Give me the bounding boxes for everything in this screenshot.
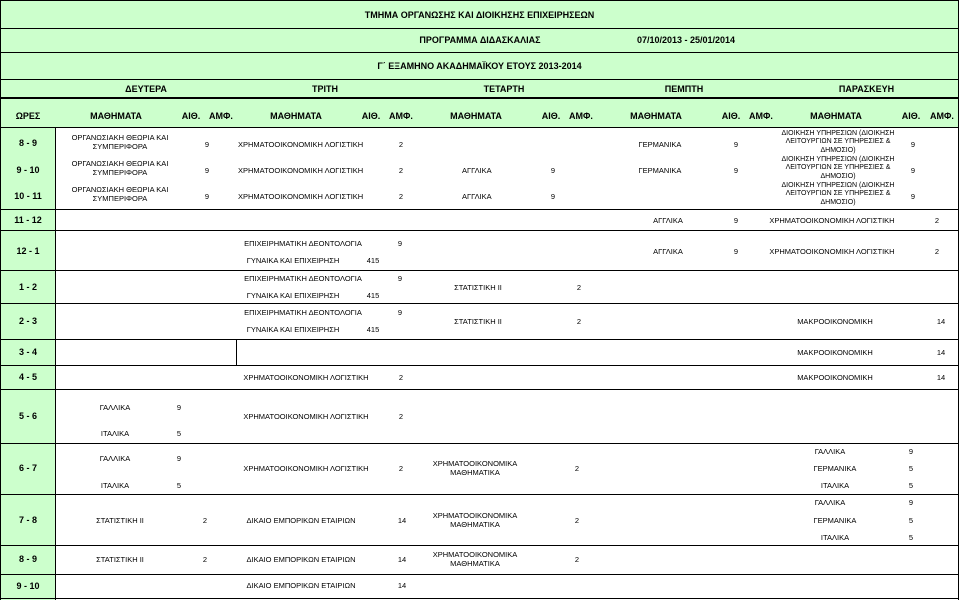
entry-mon-stat-2: ΣΤΑΤΙΣΤΙΚΗ ΙΙ [96, 554, 144, 564]
entry-fri-dioik-3: ΔΙΟΙΚΗΣΗ ΥΠΗΡΕΣΙΩΝ (ΔΙΟΙΚΗΣΗ ΛΕΙΤΟΥΡΓΙΩΝ ΣΕ ΥΠΗΡΕΣΙΕΣ & ΔΗΜΟΣΙΟ) [781, 181, 895, 206]
entry-tue-law-2: ΔΙΚΑΙΟ ΕΜΠΟΡΙΚΩΝ ΕΤΑΙΡΙΩΝ [246, 554, 356, 564]
room: 2 [574, 554, 580, 564]
entry-mon-org-1: ΟΡΓΑΝΩΣΙΑΚΗ ΘΕΩΡΙΑ ΚΑΙ ΣΥΜΠΕΡΙΦΟΡΑ [71, 133, 169, 151]
room: 14 [936, 347, 946, 357]
room: 9 [550, 165, 556, 175]
room: 2 [398, 463, 404, 473]
entry-wed-finmath-2: ΧΡΗΜΑΤΟΟΙΚΟΝΟΜΙΚΑ ΜΑΘΗΜΑΤΙΚΑ [432, 511, 518, 529]
col-room-wed: ΑΙΘ. [541, 110, 561, 121]
col-room-mon: ΑΙΘ. [181, 110, 201, 121]
time-12-1: 12 - 1 [16, 245, 40, 256]
day-friday: ΠΑΡΑΣΚΕΥΗ [838, 83, 895, 94]
time-3-4: 3 - 4 [18, 346, 37, 357]
room: 9 [733, 165, 739, 175]
room: 2 [398, 372, 404, 382]
entry-mon-fra-1: ΓΑΛΛΙΚΑ [99, 402, 131, 412]
program-dates: 07/10/2013 - 25/01/2014 [636, 34, 736, 45]
col-course-tue: ΜΑΘΗΜΑΤΑ [270, 110, 322, 121]
day-tuesday: ΤΡΙΤΗ [312, 83, 338, 94]
entry-fri-fin-1: ΧΡΗΜΑΤΟΟΙΚΟΝΟΜΙΚΗ ΛΟΓΙΣΤΙΚΗ [769, 215, 895, 225]
room: 2 [574, 515, 580, 525]
room: 9 [176, 453, 182, 463]
col-amph-mon: ΑΜΦ. [209, 110, 233, 121]
time-1-2: 1 - 2 [18, 281, 37, 292]
time-5-6: 5 - 6 [18, 410, 37, 421]
room: 2 [576, 282, 582, 292]
room: 2 [576, 316, 582, 326]
room: 9 [910, 191, 916, 201]
col-course-mon: ΜΑΘΗΜΑΤΑ [90, 110, 142, 121]
entry-tue-gyn-1: ΓΥΝΑΙΚΑ ΚΑΙ ΕΠΙΧΕΙΡΗΣΗ [246, 255, 340, 265]
room: 9 [908, 446, 914, 456]
time-2-3: 2 - 3 [18, 315, 37, 326]
entry-tue-fin-4: ΧΡΗΜΑΤΟΟΙΚΟΝΟΜΙΚΗ ΛΟΓΙΣΤΙΚΗ [243, 372, 369, 382]
entry-wed-finmath-1: ΧΡΗΜΑΤΟΟΙΚΟΝΟΜΙΚΑ ΜΑΘΗΜΑΤΙΚΑ [432, 459, 518, 477]
entry-fri-macro-3: ΜΑΚΡΟΟΙΚΟΝΟΜΙΚΗ [797, 372, 873, 382]
col-amph-fri: ΑΜΦ. [930, 110, 954, 121]
entry-fri-ger-1: ΓΕΡΜΑΝΙΚΑ [813, 463, 857, 473]
room: 5 [908, 515, 914, 525]
room: 9 [550, 191, 556, 201]
semester-title: Γ΄ ΕΞΑΜΗΝΟ ΑΚΑΔΗΜΑΪΚΟΥ ΕΤΟΥΣ 2013-2014 [377, 60, 582, 71]
col-hours: ΩΡΕΣ [15, 110, 41, 121]
entry-mon-ita-2: ΙΤΑΛΙΚΑ [100, 480, 130, 490]
entry-fri-ita-2: ΙΤΑΛΙΚΑ [820, 532, 850, 542]
entry-tue-gyn-2: ΓΥΝΑΙΚΑ ΚΑΙ ΕΠΙΧΕΙΡΗΣΗ [246, 290, 340, 300]
room: 14 [936, 316, 946, 326]
col-amph-thu: ΑΜΦ. [749, 110, 773, 121]
time-6-7: 6 - 7 [18, 462, 37, 473]
day-wednesday: ΤΕΤΑΡΤΗ [483, 83, 525, 94]
room: 9 [176, 402, 182, 412]
room: 5 [908, 532, 914, 542]
time-8-9-evening: 8 - 9 [18, 553, 37, 564]
entry-fri-macro-2: ΜΑΚΡΟΟΙΚΟΝΟΜΙΚΗ [797, 347, 873, 357]
entry-tue-law-3: ΔΙΚΑΙΟ ΕΜΠΟΡΙΚΩΝ ΕΤΑΙΡΙΩΝ [246, 580, 356, 590]
room: 415 [366, 324, 380, 334]
room: 2 [398, 139, 404, 149]
room: 9 [910, 139, 916, 149]
entry-fri-dioik-1: ΔΙΟΙΚΗΣΗ ΥΠΗΡΕΣΙΩΝ (ΔΙΟΙΚΗΣΗ ΛΕΙΤΟΥΡΓΙΩΝ ΣΕ ΥΠΗΡΕΣΙΕΣ & ΔΗΜΟΣΙΟ) [781, 129, 895, 154]
entry-fri-ger-2: ΓΕΡΜΑΝΙΚΑ [813, 515, 857, 525]
entry-tue-deont-3: ΕΠΙΧΕΙΡΗΜΑΤΙΚΗ ΔΕΟΝΤΟΛΟΓΙΑ [244, 307, 362, 317]
room: 9 [733, 246, 739, 256]
entry-tue-gyn-3: ΓΥΝΑΙΚΑ ΚΑΙ ΕΠΙΧΕΙΡΗΣΗ [246, 324, 340, 334]
room: 2 [398, 411, 404, 421]
room: 2 [398, 165, 404, 175]
room: 415 [366, 290, 380, 300]
entry-wed-eng-1: ΑΓΓΛΙΚΑ [462, 165, 492, 175]
entry-tue-fin-6: ΧΡΗΜΑΤΟΟΙΚΟΝΟΜΙΚΗ ΛΟΓΙΣΤΙΚΗ [243, 463, 369, 473]
room: 5 [908, 463, 914, 473]
col-amph-tue: ΑΜΦ. [389, 110, 413, 121]
entry-mon-ita-1: ΙΤΑΛΙΚΑ [100, 428, 130, 438]
room: 14 [397, 554, 407, 564]
time-8-9: 8 - 9 [18, 137, 37, 148]
entry-fri-macro-1: ΜΑΚΡΟΟΙΚΟΝΟΜΙΚΗ [797, 316, 873, 326]
room: 9 [733, 215, 739, 225]
entry-fri-fra-2: ΓΑΛΛΙΚΑ [814, 497, 846, 507]
room: 2 [202, 515, 208, 525]
entry-fri-ita-1: ΙΤΑΛΙΚΑ [820, 480, 850, 490]
col-amph-wed: ΑΜΦ. [569, 110, 593, 121]
entry-fri-fin-2: ΧΡΗΜΑΤΟΟΙΚΟΝΟΜΙΚΗ ΛΟΓΙΣΤΙΚΗ [769, 246, 895, 256]
entry-tue-fin-2: ΧΡΗΜΑΤΟΟΙΚΟΝΟΜΙΚΗ ΛΟΓΙΣΤΙΚΗ [238, 165, 364, 175]
room: 14 [397, 580, 407, 590]
col-room-thu: ΑΙΘ. [721, 110, 741, 121]
day-monday: ΔΕΥΤΕΡΑ [125, 83, 167, 94]
room: 9 [204, 165, 210, 175]
room: 5 [908, 480, 914, 490]
entry-mon-fra-2: ΓΑΛΛΙΚΑ [99, 453, 131, 463]
room: 9 [397, 273, 403, 283]
room: 9 [397, 307, 403, 317]
time-9-10-evening: 9 - 10 [16, 580, 40, 591]
room: 14 [936, 372, 946, 382]
entry-thu-eng-2: ΑΓΓΛΙΚΑ [653, 246, 683, 256]
col-room-tue: ΑΙΘ. [361, 110, 381, 121]
room: 9 [397, 238, 403, 248]
col-room-fri: ΑΙΘ. [901, 110, 921, 121]
room: 5 [176, 480, 182, 490]
room: 2 [574, 463, 580, 473]
entry-wed-eng-2: ΑΓΓΛΙΚΑ [462, 191, 492, 201]
room: 9 [910, 165, 916, 175]
room: 2 [202, 554, 208, 564]
entry-mon-stat-1: ΣΤΑΤΙΣΤΙΚΗ ΙΙ [96, 515, 144, 525]
room: 9 [733, 139, 739, 149]
entry-wed-finmath-3: ΧΡΗΜΑΤΟΟΙΚΟΝΟΜΙΚΑ ΜΑΘΗΜΑΤΙΚΑ [432, 550, 518, 568]
room: 14 [397, 515, 407, 525]
department-title: ΤΜΗΜΑ ΟΡΓΑΝΩΣΗΣ ΚΑΙ ΔΙΟΙΚΗΣΗΣ ΕΠΙΧΕΙΡΗΣΕΩΝ [364, 9, 595, 20]
room: 2 [934, 215, 940, 225]
entry-tue-deont-1: ΕΠΙΧΕΙΡΗΜΑΤΙΚΗ ΔΕΟΝΤΟΛΟΓΙΑ [244, 238, 362, 248]
entry-thu-ger-2: ΓΕΡΜΑΝΙΚΑ [638, 165, 682, 175]
room: 415 [366, 255, 380, 265]
entry-mon-org-2: ΟΡΓΑΝΩΣΙΑΚΗ ΘΕΩΡΙΑ ΚΑΙ ΣΥΜΠΕΡΙΦΟΡΑ [71, 159, 169, 177]
col-course-wed: ΜΑΘΗΜΑΤΑ [450, 110, 502, 121]
entry-thu-ger-1: ΓΕΡΜΑΝΙΚΑ [638, 139, 682, 149]
entry-tue-fin-1: ΧΡΗΜΑΤΟΟΙΚΟΝΟΜΙΚΗ ΛΟΓΙΣΤΙΚΗ [238, 139, 364, 149]
entry-tue-deont-2: ΕΠΙΧΕΙΡΗΜΑΤΙΚΗ ΔΕΟΝΤΟΛΟΓΙΑ [244, 273, 362, 283]
day-thursday: ΠΕΜΠΤΗ [664, 83, 704, 94]
time-4-5: 4 - 5 [18, 371, 37, 382]
room: 2 [934, 246, 940, 256]
col-course-thu: ΜΑΘΗΜΑΤΑ [630, 110, 682, 121]
entry-wed-stat-1: ΣΤΑΤΙΣΤΙΚΗ ΙΙ [454, 282, 502, 292]
entry-tue-law-1: ΔΙΚΑΙΟ ΕΜΠΟΡΙΚΩΝ ΕΤΑΙΡΙΩΝ [246, 515, 356, 525]
entry-mon-org-3: ΟΡΓΑΝΩΣΙΑΚΗ ΘΕΩΡΙΑ ΚΑΙ ΣΥΜΠΕΡΙΦΟΡΑ [71, 185, 169, 203]
entry-fri-fra-1: ΓΑΛΛΙΚΑ [814, 446, 846, 456]
entry-thu-eng-1: ΑΓΓΛΙΚΑ [653, 215, 683, 225]
time-11-12: 11 - 12 [14, 214, 42, 225]
program-title: ΠΡΟΓΡΑΜΜΑ ΔΙΔΑΣΚΑΛΙΑΣ [419, 34, 541, 45]
time-9-10: 9 - 10 [16, 164, 40, 175]
room: 2 [398, 191, 404, 201]
time-10-11: 10 - 11 [14, 190, 42, 201]
entry-fri-dioik-2: ΔΙΟΙΚΗΣΗ ΥΠΗΡΕΣΙΩΝ (ΔΙΟΙΚΗΣΗ ΛΕΙΤΟΥΡΓΙΩΝ ΣΕ ΥΠΗΡΕΣΙΕΣ & ΔΗΜΟΣΙΟ) [781, 155, 895, 180]
entry-tue-fin-3: ΧΡΗΜΑΤΟΟΙΚΟΝΟΜΙΚΗ ΛΟΓΙΣΤΙΚΗ [238, 191, 364, 201]
entry-tue-fin-5: ΧΡΗΜΑΤΟΟΙΚΟΝΟΜΙΚΗ ΛΟΓΙΣΤΙΚΗ [243, 411, 369, 421]
room: 9 [204, 191, 210, 201]
time-7-8: 7 - 8 [18, 514, 37, 525]
entry-wed-stat-2: ΣΤΑΤΙΣΤΙΚΗ ΙΙ [454, 316, 502, 326]
col-course-fri: ΜΑΘΗΜΑΤΑ [810, 110, 862, 121]
room: 5 [176, 428, 182, 438]
room: 9 [908, 497, 914, 507]
room: 9 [204, 139, 210, 149]
